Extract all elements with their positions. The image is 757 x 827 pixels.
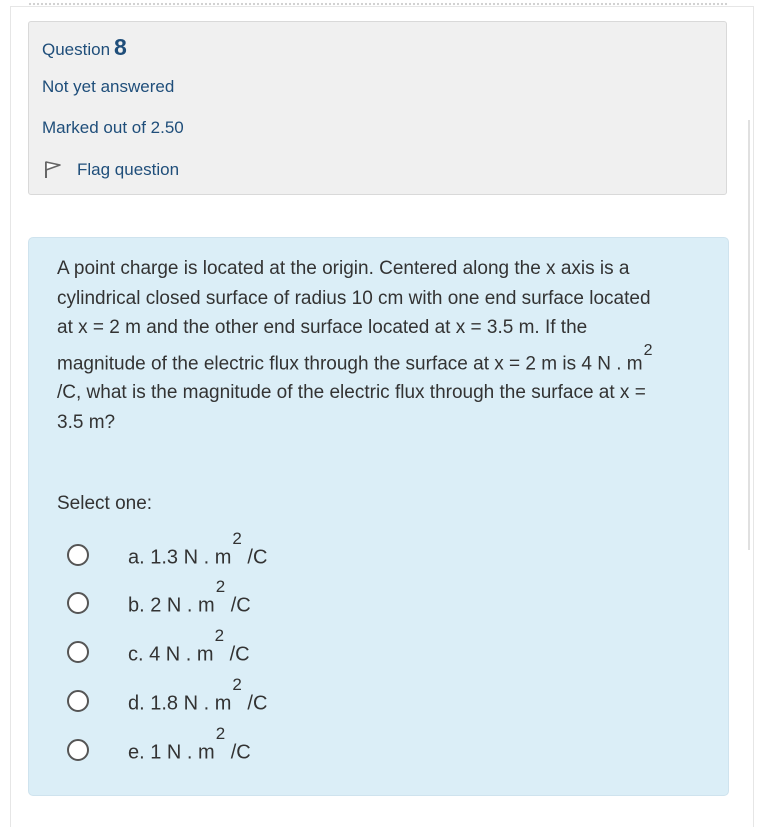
radio-button[interactable] xyxy=(67,592,89,614)
option-unit: /C xyxy=(225,594,251,617)
option-unit: /C xyxy=(241,692,268,715)
question-heading xyxy=(42,34,127,61)
scrollbar-track xyxy=(748,120,750,550)
option-label xyxy=(128,529,268,570)
question-text xyxy=(57,254,667,437)
answer-option-e[interactable] xyxy=(67,724,251,765)
question-exponent: 2 xyxy=(643,341,653,359)
question-marks: Marked out of 2.50 xyxy=(42,118,184,137)
option-unit: /C xyxy=(225,741,251,764)
option-label xyxy=(128,724,251,765)
option-label xyxy=(128,577,251,618)
question-text-part2: /C, what is the magnitude of the electric flux through the surface at x = 3.5 m? xyxy=(57,382,646,433)
option-text: d. 1.8 N . m xyxy=(128,692,232,715)
option-text: e. 1 N . m xyxy=(128,741,215,764)
option-label xyxy=(128,675,268,716)
question-label: Question xyxy=(42,40,111,59)
option-label xyxy=(128,626,250,667)
radio-button[interactable] xyxy=(67,544,89,566)
option-exponent: 2 xyxy=(232,529,242,548)
option-text: b. 2 N . m xyxy=(128,594,215,617)
question-info-panel xyxy=(28,21,727,195)
option-unit: /C xyxy=(241,546,268,569)
option-text: a. 1.3 N . m xyxy=(128,546,232,569)
radio-button[interactable] xyxy=(67,690,89,712)
answer-option-d[interactable] xyxy=(67,675,268,716)
flag-icon xyxy=(43,161,63,179)
question-state: Not yet answered xyxy=(42,77,175,96)
select-one-prompt: Select one: xyxy=(57,493,153,514)
answer-option-a[interactable] xyxy=(67,529,268,570)
flag-question-button[interactable] xyxy=(43,160,179,180)
option-exponent: 2 xyxy=(232,675,242,694)
question-content-panel xyxy=(28,237,729,796)
question-number: 8 xyxy=(114,34,127,60)
radio-button[interactable] xyxy=(67,641,89,663)
option-exponent: 2 xyxy=(215,577,226,596)
flag-question-label: Flag question xyxy=(77,160,180,179)
answer-option-b[interactable] xyxy=(67,577,251,618)
radio-button[interactable] xyxy=(67,739,89,761)
option-text: c. 4 N . m xyxy=(128,643,214,666)
option-unit: /C xyxy=(224,643,250,666)
question-text-part1: A point charge is located at the origin. Centered along the x axis is a cylindrical closed surface of radius 10 cm with one end surface located at x = 2 m and the other end surface located at x = 3.5 m. If the magnitude of the electric flux through the surface at x = 2 m is 4 N . m xyxy=(57,258,651,374)
answer-option-c[interactable] xyxy=(67,626,250,667)
option-exponent: 2 xyxy=(215,724,226,743)
option-exponent: 2 xyxy=(214,626,225,645)
